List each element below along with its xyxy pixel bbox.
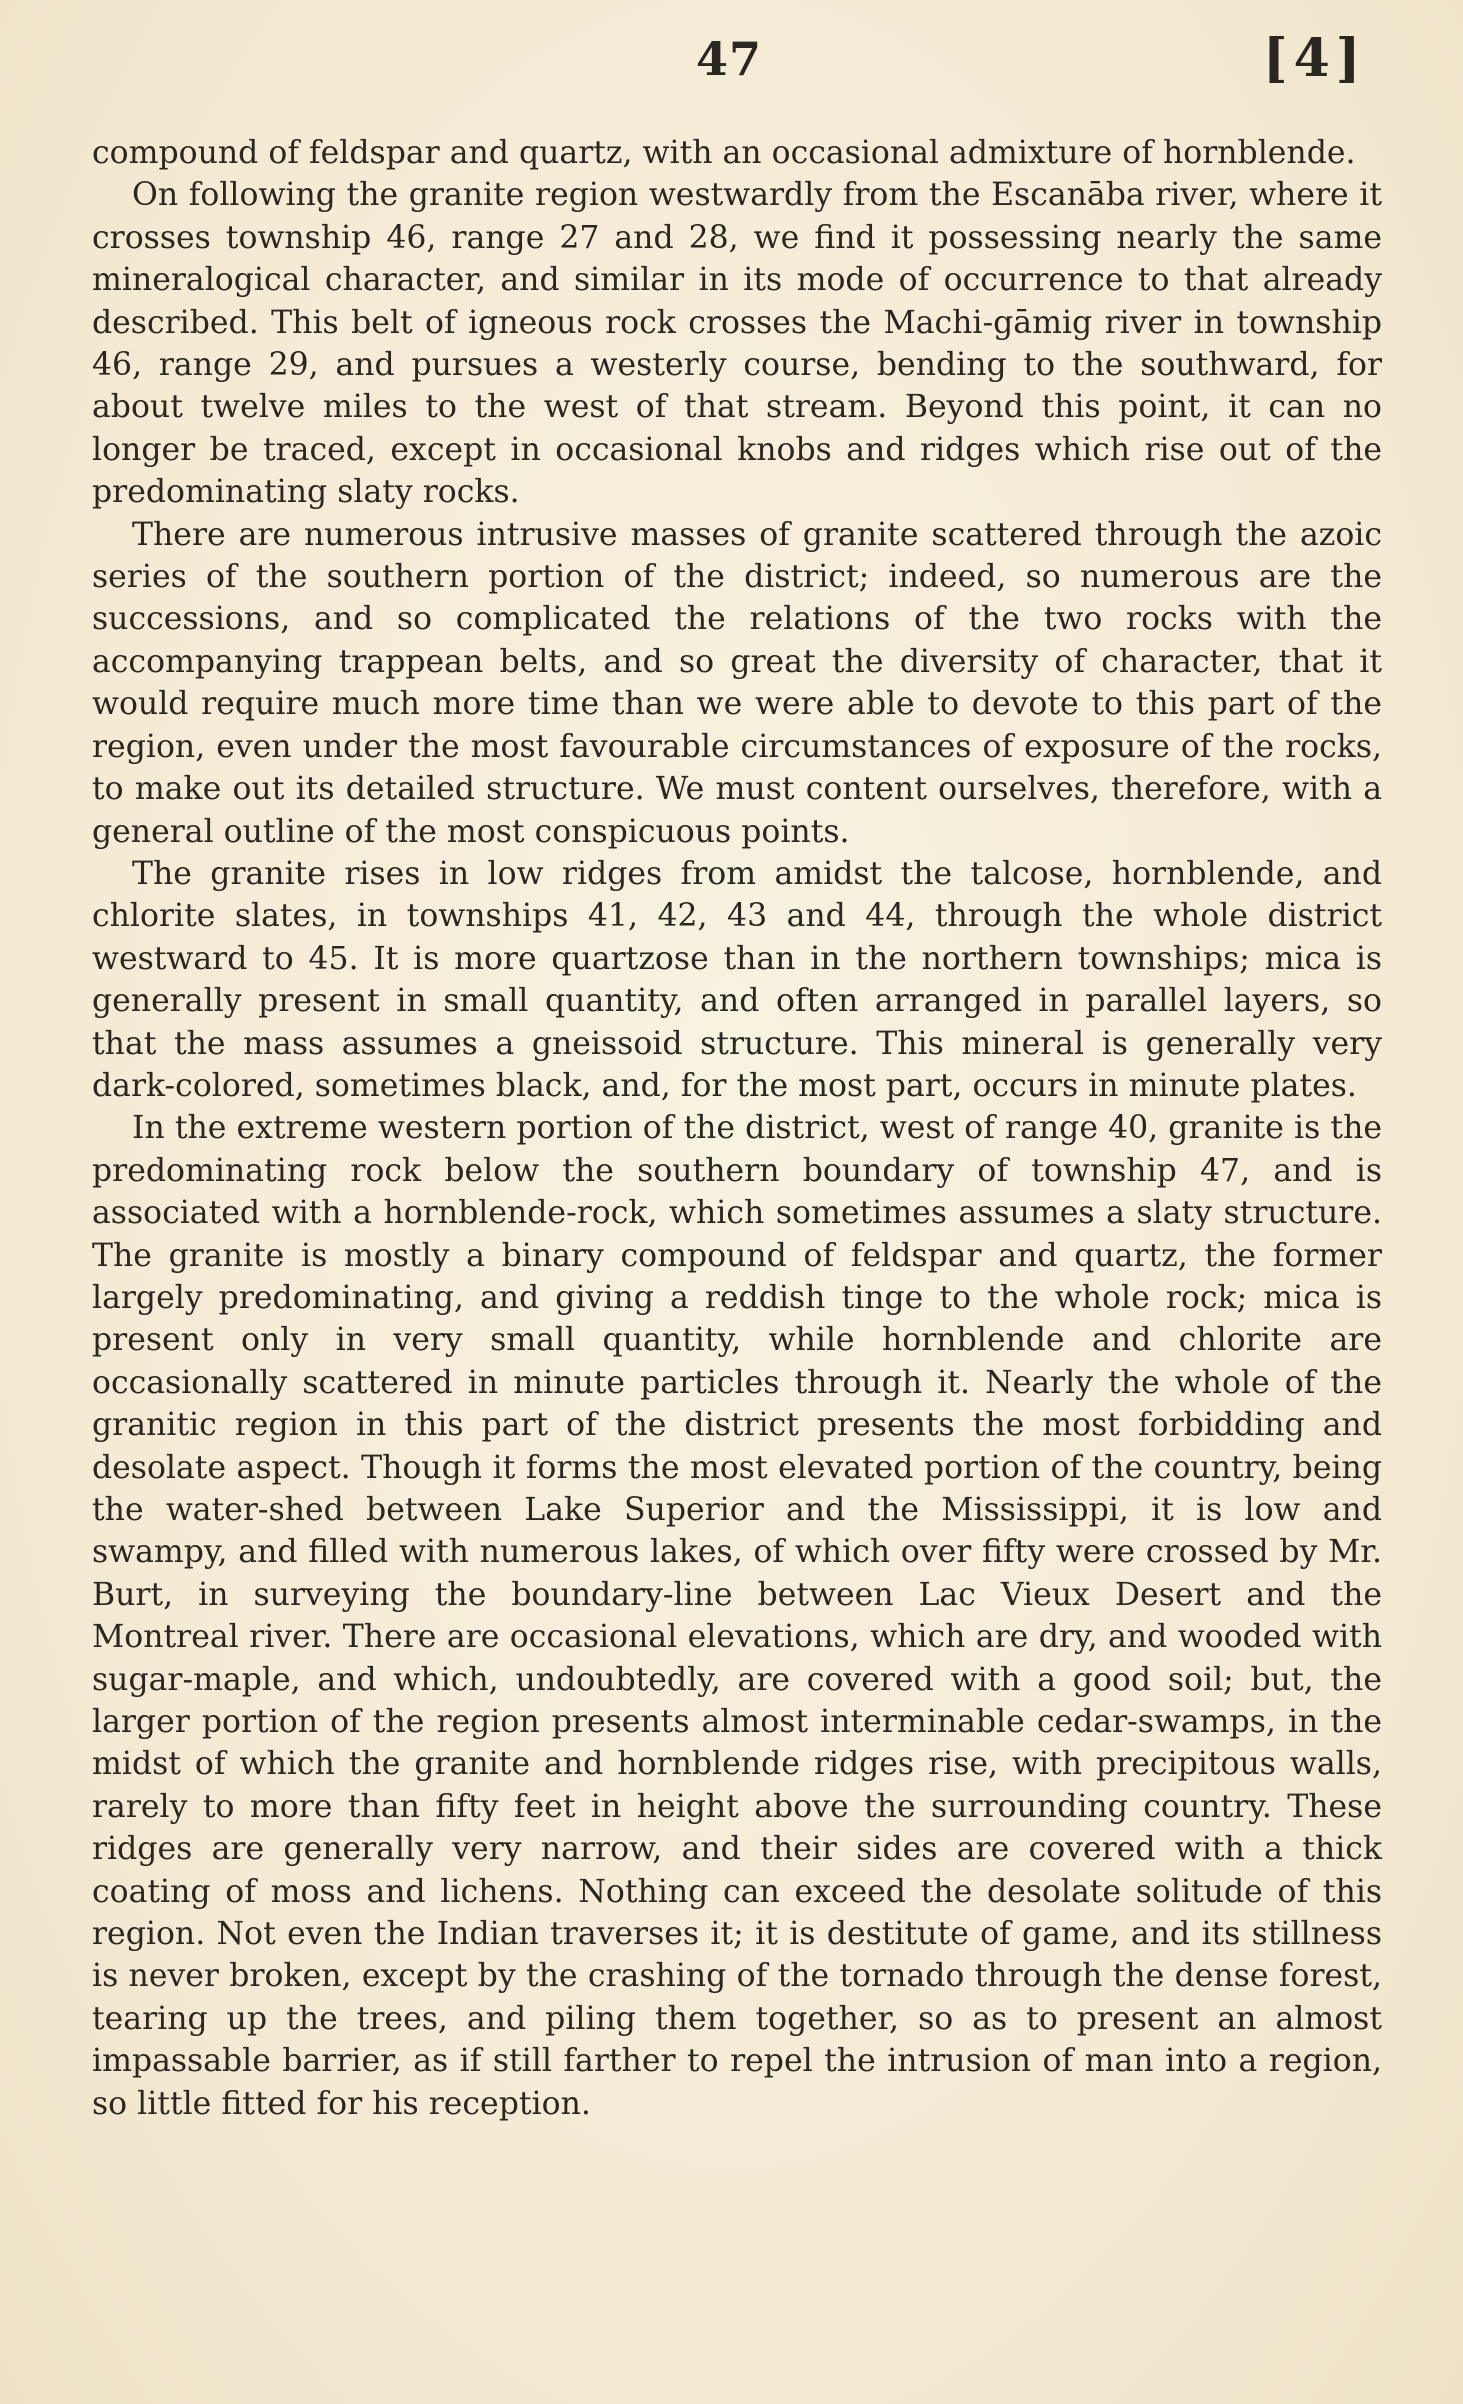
body-text — [92, 132, 1382, 2125]
paragraph-western-portion: In the extreme western portion of the district, west of range 40, granite is the predominating rock below the southern boundary of township 47, and is associated with a hornblende-rock, which sometimes assumes a slaty structure. The granite is mostly a binary compound of feldspar and quartz, the former largely predominating, and giving a reddish tinge to the whole rock; mica is present only in very small quantity, while hornblende and chlorite are occasionally scattered in minute particles through it. Nearly the whole of the granitic region in this part of the district presents the most forbidding and desolate aspect. Though it forms the most elevated portion of the country, being the water-shed between Lake Superior and the Mississippi, it is low and swampy, and filled with numerous lakes, of which over fifty were crossed by Mr. Burt, in surveying the boundary-line between Lac Vieux Desert and the Montreal river. There are occasional elevations, which are dry, and wooded with sugar-maple, and which, undoubtedly, are covered with a good soil; but, the larger portion of the region presents almost interminable cedar-swamps, in the midst of which the granite and hornblende ridges rise, with precipitous walls, rarely to more than fifty feet in height above the surrounding country. These ridges are generally very narrow, and their sides are covered with a thick coating of moss and lichens. Nothing can exceed the desolate solitude of this region. Not even the Indian traverses it; it is destitute of game, and its stillness is never broken, except by the crashing of the tornado through the dense forest, tearing up the trees, and piling them together, so as to present an almost impassable barrier, as if still farther to repel the intrusion of man into a region, so little fitted for his reception. — [92, 1110, 1382, 2122]
page-number: 47 — [696, 32, 763, 86]
paragraph-continuation: compound of feldspar and quartz, with an occasional admixture of hornblende. — [92, 135, 1356, 171]
page-header — [0, 28, 1463, 98]
document-number: [4] — [1263, 28, 1367, 89]
paragraph-low-ridges: The granite rises in low ridges from amidst the talcose, hornblende, and chlorite slates, in townships 41, 42, 43 and 44, through the whole district westward to 45. It is more quartzose than in the northern townships; mica is generally present in small quantity, and often arranged in parallel layers, so that the mass assumes a gneissoid structure. This mineral is generally very dark-colored, sometimes black, and, for the most part, occurs in minute plates. — [92, 855, 1382, 1104]
paragraph-granite-westward: On following the granite region westwardly from the Escanāba river, where it crosses township 46, range 27 and 28, we find it possessing nearly the same mineralogical character, and similar in its mode of occurrence to that already described. This belt of igneous rock crosses the Machi-gāmig river in township 46, range 29, and pursues a westerly course, bending to the southward, for about twelve miles to the west of that stream. Beyond this point, it can no longer be traced, except in occasional knobs and ridges which rise out of the predominating slaty rocks. — [92, 177, 1382, 511]
paragraph-intrusive-masses: There are numerous intrusive masses of granite scattered through the azoic series of the southern portion of the district; indeed, so numerous are the successions, and so complicated the relations of the two rocks with the accompanying trappean belts, and so great the diversity of character, that it would require much more time than we were able to devote to this part of the region, even under the most favourable circumstances of exposure of the rocks, to make out its detailed structure. We must content ourselves, therefore, with a general outline of the most conspicuous points. — [92, 516, 1382, 850]
